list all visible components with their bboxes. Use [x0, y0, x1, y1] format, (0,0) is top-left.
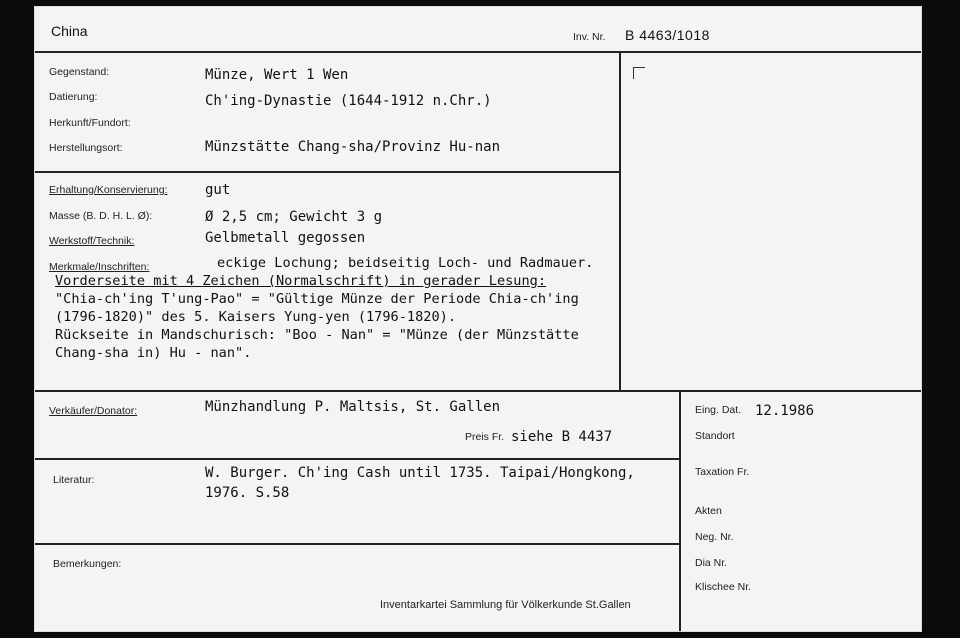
- masse-label: Masse (B. D. H. L. Ø):: [49, 210, 153, 222]
- erhaltung-label: Erhaltung/Konservierung:: [49, 184, 168, 196]
- footer-text: Inventarkartei Sammlung für Völkerkunde St.Gallen: [380, 599, 631, 611]
- merkmale-line-1: eckige Lochung; beidseitig Loch- und Radmauer.: [217, 255, 594, 271]
- herkunft-label: Herkunft/Fundort:: [49, 117, 131, 129]
- inventory-card: [34, 6, 922, 632]
- merkmale-line-6: Chang-sha in) Hu - nan".: [55, 345, 252, 361]
- gegenstand-label: Gegenstand:: [49, 66, 110, 78]
- datierung-value: Ch'ing-Dynastie (1644-1912 n.Chr.): [205, 93, 492, 109]
- datierung-label: Datierung:: [49, 91, 98, 103]
- rule-acquisition: [35, 458, 680, 460]
- rule-literature: [35, 543, 680, 545]
- inv-nr-value: B 4463/1018: [625, 27, 710, 43]
- rule-header: [35, 51, 921, 53]
- gegenstand-value: Münze, Wert 1 Wen: [205, 67, 349, 83]
- literatur-line-1: W. Burger. Ch'ing Cash until 1735. Taipai/Hongkong,: [205, 465, 635, 481]
- standort-label: Standort: [695, 430, 735, 442]
- erhaltung-value: gut: [205, 182, 231, 198]
- taxation-label: Taxation Fr.: [695, 466, 750, 478]
- verkaeufer-value: Münzhandlung P. Maltsis, St. Gallen: [205, 399, 501, 415]
- corner-mark-icon: [633, 67, 645, 79]
- merkmale-line-3: "Chia-ch'ing T'ung-Pao" = "Gültige Münze der Periode Chia-ch'ing: [55, 291, 579, 307]
- herstellungsort-value: Münzstätte Chang-sha/Provinz Hu-nan: [205, 139, 501, 155]
- bemerkungen-label: Bemerkungen:: [53, 558, 122, 570]
- eing-dat-label: Eing. Dat.: [695, 404, 742, 416]
- rule-object: [35, 171, 620, 173]
- rule-condition: [35, 390, 921, 392]
- neg-nr-label: Neg. Nr.: [695, 531, 734, 543]
- preis-value: siehe B 4437: [511, 429, 613, 445]
- literatur-line-2: 1976. S.58: [205, 485, 290, 501]
- masse-value: Ø 2,5 cm; Gewicht 3 g: [205, 209, 383, 225]
- preis-label: Preis Fr.: [465, 431, 505, 443]
- werkstoff-label: Werkstoff/Technik:: [49, 235, 135, 247]
- literatur-label: Literatur:: [53, 474, 95, 486]
- merkmale-line-5: Rückseite in Mandschurisch: "Boo - Nan" = "Münze (der Münzstätte: [55, 327, 579, 343]
- rule-vertical-upper: [619, 51, 621, 391]
- akten-label: Akten: [695, 505, 722, 517]
- rule-vertical-lower: [679, 390, 681, 631]
- werkstoff-value: Gelbmetall gegossen: [205, 230, 366, 246]
- dia-nr-label: Dia Nr.: [695, 557, 728, 569]
- verkaeufer-label: Verkäufer/Donator:: [49, 405, 138, 417]
- herstellungsort-label: Herstellungsort:: [49, 142, 123, 154]
- eing-dat-value: 12.1986: [755, 403, 815, 419]
- country-label: China: [51, 23, 88, 39]
- merkmale-label: Merkmale/Inschriften:: [49, 261, 150, 273]
- merkmale-line-2: Vorderseite mit 4 Zeichen (Normalschrift) in gerader Lesung:: [55, 273, 547, 289]
- merkmale-line-4: (1796-1820)" des 5. Kaisers Yung-yen (1796-1820).: [55, 309, 457, 325]
- inv-nr-label: Inv. Nr.: [573, 31, 606, 43]
- klischee-nr-label: Klischee Nr.: [695, 581, 752, 593]
